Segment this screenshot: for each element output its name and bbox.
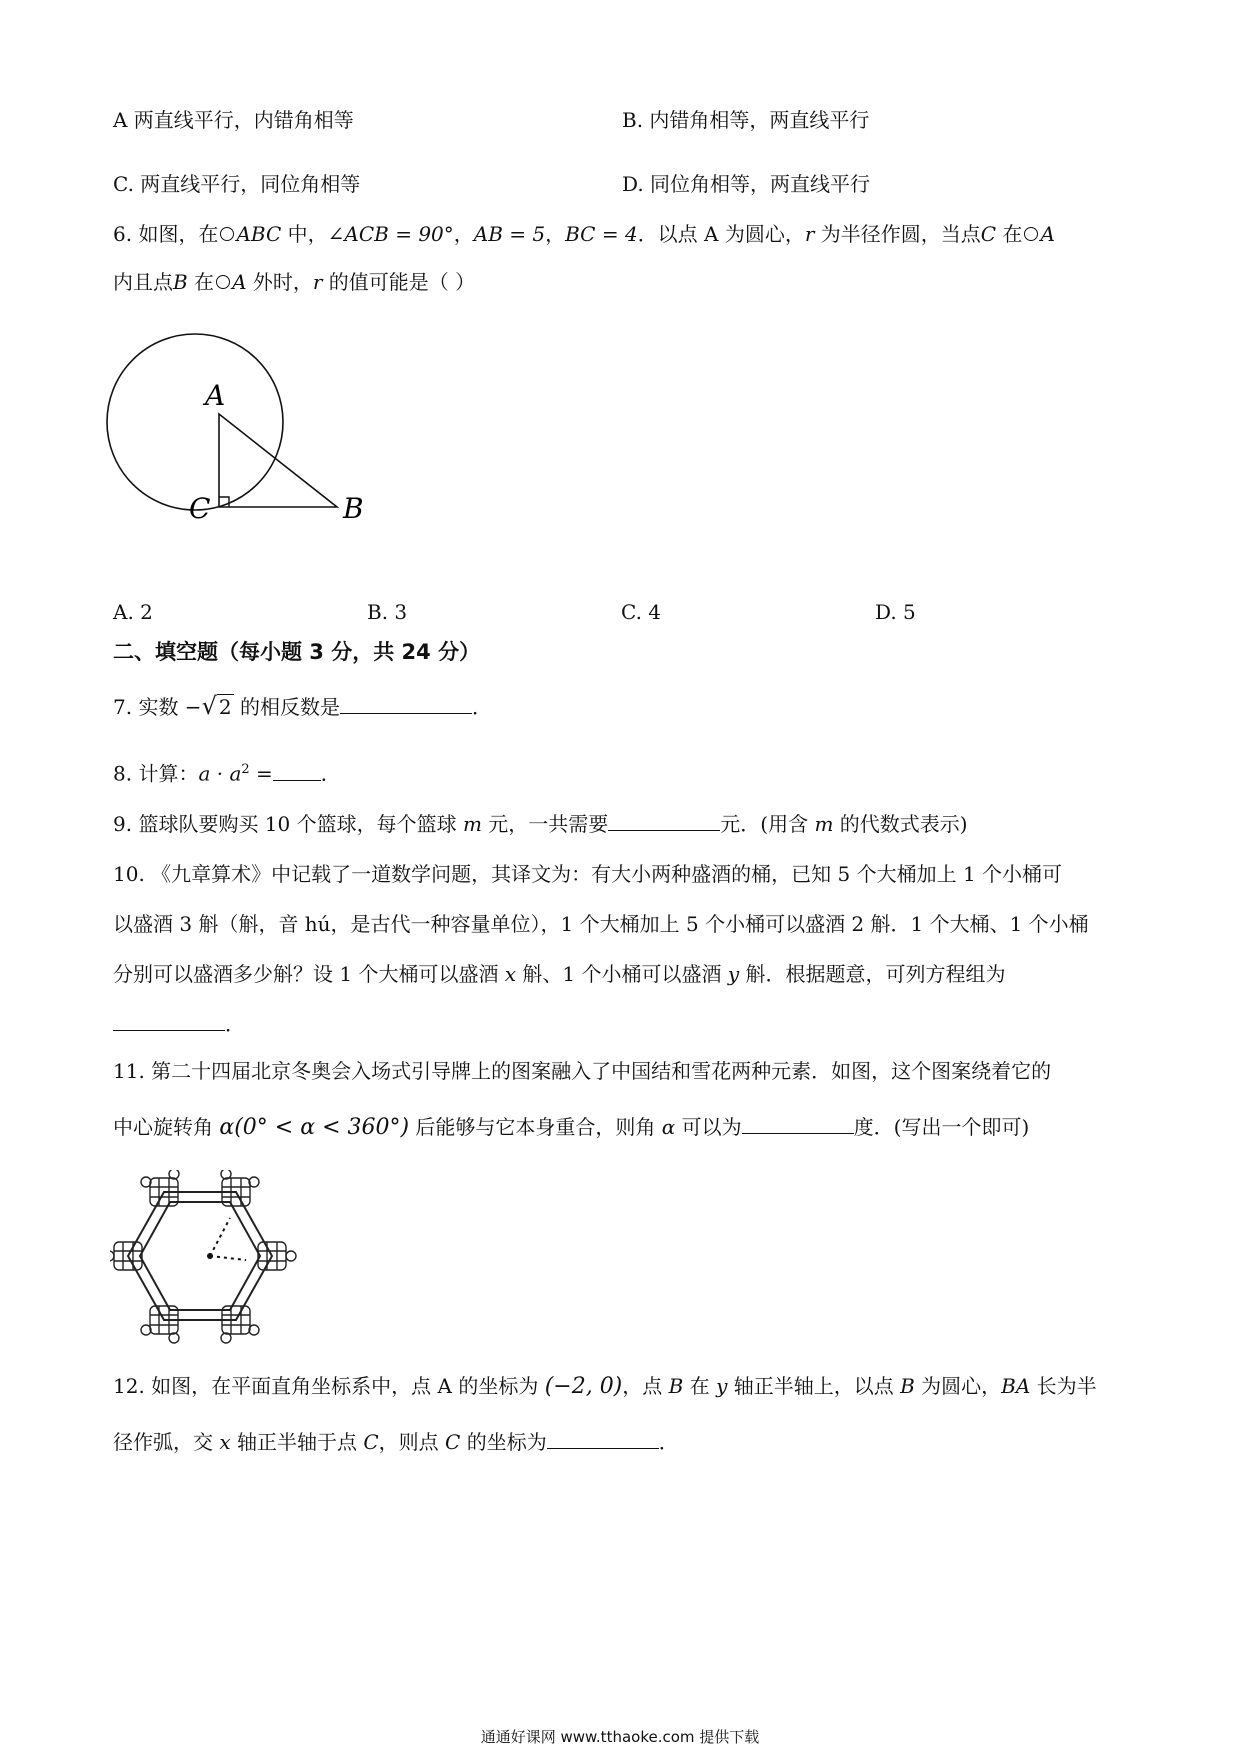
question-10-line2: 以盛酒 3 斛（斛，音 hú，是古代一种容量单位），1 个大桶加上 5 个小桶可以盛酒 2 斛．1 个大桶、1 个小桶 (113, 912, 1089, 936)
q6-figure (105, 310, 375, 540)
question-10-line3: 分别可以盛酒多少斛？设 1 个大桶可以盛酒 x 斛、1 个小桶可以盛酒 y 斛．根据题意，可列方程组为 (113, 962, 1006, 986)
option-b: B. 内错角相等，两直线平行 (622, 108, 870, 132)
answer-blank[interactable] (113, 1010, 225, 1031)
question-12-line1: 12. 如图，在平面直角坐标系中，点 A 的坐标为 (−2, 0)，点 B 在 y 轴正半轴上，以点 B 为圆心，BA 长为半 (113, 1374, 1097, 1399)
circle-symbol (220, 227, 234, 241)
hexagon-ring (128, 1192, 272, 1320)
q6-option-c: C. 4 (621, 600, 662, 624)
question-11-line1: 11. 第二十四届北京冬奥会入场式引导牌上的图案融入了中国结和雪花两种元素．如图，这个图案绕着它的 (113, 1059, 1052, 1083)
answer-blank[interactable] (273, 760, 321, 781)
question-6-line1: 6. 如图，在 ABC 中，∠ACB = 90°，AB = 5，BC = 4．以点 A 为圆心，r 为半径作圆，当点C 在 A (113, 222, 1055, 246)
rotation-center-marks (210, 1218, 246, 1260)
circle-a (107, 334, 283, 510)
label-b: B (343, 492, 364, 525)
label-c: C (189, 492, 211, 525)
section-heading: 二、填空题（每小题 3 分，共 24 分） (113, 640, 481, 664)
label-a: A (205, 379, 226, 412)
knot-clusters (110, 1170, 296, 1343)
option-a: A 两直线平行，内错角相等 (113, 108, 354, 132)
q11-knot-figure (110, 1170, 310, 1345)
answer-blank[interactable] (547, 1428, 659, 1449)
q6-option-d: D. 5 (875, 600, 916, 624)
question-8: 8. 计算：$a \cdot a^2$ = ． (113, 761, 341, 786)
answer-blank[interactable] (608, 810, 720, 831)
question-10-line1: 10. 《九章算术》中记载了一道数学问题，其译文为：有大小两种盛酒的桶，已知 5 个大桶加上 1 个小桶可 (113, 862, 1063, 886)
circle-symbol (216, 275, 230, 289)
footer-source: 通通好课网 www.tthaoke.com 提供下载 (480, 1728, 760, 1746)
question-7: 7. 实数 −√ 2 的相反数是 ． (113, 692, 492, 720)
question-10-line4: ． (113, 1010, 245, 1038)
question-12-line2: 径作弧，交 x 轴正半轴于点 C，则点 C 的坐标为 ． (113, 1430, 679, 1454)
option-c: C. 两直线平行，同位角相等 (113, 172, 361, 196)
answer-blank[interactable] (742, 1113, 854, 1134)
circle-symbol (1024, 227, 1038, 241)
q6-option-b: B. 3 (367, 600, 408, 624)
option-d: D. 同位角相等，两直线平行 (622, 172, 871, 196)
question-11-line2: 中心旋转角 α(0° < α < 360°) 后能够与它本身重合，则角 α 可以为 度．(写出一个即可) (113, 1115, 1030, 1140)
center-dot (207, 1253, 213, 1259)
hexagon-ring-inner (140, 1202, 260, 1310)
q6-option-a: A. 2 (113, 600, 153, 624)
answer-blank[interactable] (340, 693, 472, 714)
question-6-line2: 内且点B 在 A 外时，r 的值可能是（ ） (113, 270, 476, 294)
question-9: 9. 篮球队要购买 10 个篮球，每个篮球 m 元，一共需要 元．(用含 m 的代数式表示) (113, 812, 968, 836)
triangle-abc (219, 414, 337, 507)
sqrt-sign: √ (201, 692, 217, 720)
